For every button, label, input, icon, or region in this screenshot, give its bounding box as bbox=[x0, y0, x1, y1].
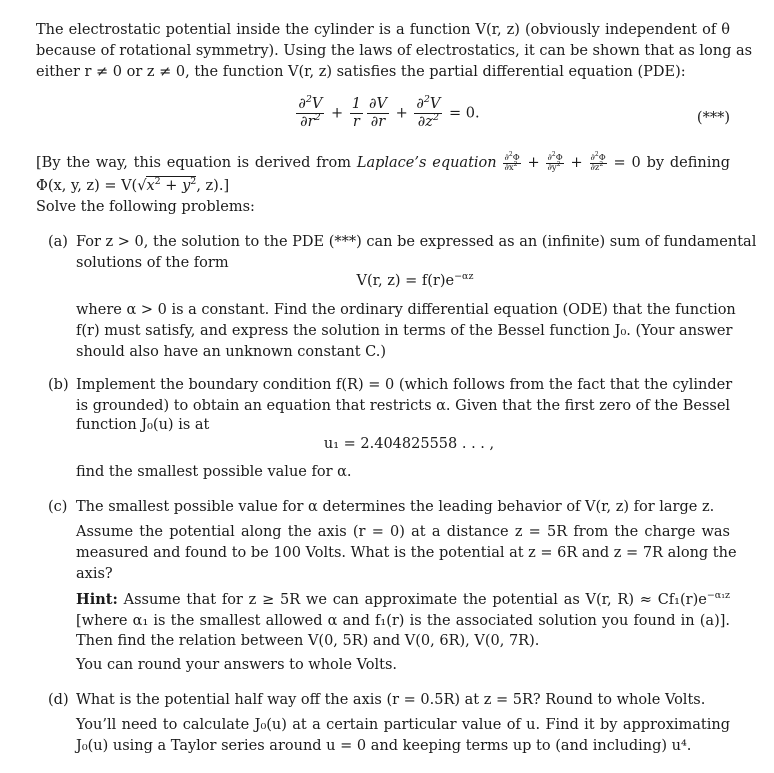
part-b-equation: u₁ = 2.404825558 . . . , bbox=[323, 436, 495, 452]
laplace-note-line: [By the way, this equation is derived from Laplace’s equation $\frac{\partial^2\Phi}{\partial x^2}$ + $\frac{\partial^2\Phi}{\partial y^2}$ + $\frac{\partial^2\Phi}{\partial z^2}$ = 0 by defining bbox=[36, 150, 731, 173]
part-c-line-2: Assume the potential along the axis (r = 0) at a distance z = 5R from the charge was bbox=[76, 524, 730, 540]
hint-label: Hint: bbox=[76, 591, 118, 608]
pde-equation: $\frac{\partial^2V}{\partial r^2}$ + $\frac{1}{r}$ $\frac{\partial V}{\partial r}$ + $\frac{\partial^2V}{\partial z^2}$ = 0. bbox=[298, 94, 480, 130]
part-a-equation: V(r, $z) = f(r)e^{-\alpha z}$ bbox=[356, 271, 474, 289]
part-b-line-3: function J₀(u) is at bbox=[76, 417, 210, 433]
part-c-line-4: axis? bbox=[76, 566, 113, 582]
part-d-line-3: J₀(u) using a Taylor series around u = 0 and keeping terms up to (and including) u⁴. bbox=[76, 738, 692, 754]
equation-tag: (***) bbox=[696, 110, 730, 126]
part-a-line-3: where α > 0 is a constant. Find the ordinary differential equation (ODE) that the function bbox=[76, 302, 736, 318]
part-c-hint-line-1: Hint: Assume that for z ≥ 5R we can approximate the potential as V(r, $R) \approx Cf_1(r)e^{-\alpha_1z}$ bbox=[76, 590, 731, 608]
part-a-line-5: should also have an unknown constant C.) bbox=[76, 344, 387, 360]
part-c-line-1: The smallest possible value for α determines the leading behavior of V(r, z) for large z. bbox=[76, 499, 715, 515]
phi-definition-line: Φ(x, y, $z) = V(√x^2 + y^2$, z).] bbox=[36, 176, 230, 194]
part-a-label: (a) bbox=[48, 234, 68, 250]
part-b-line-2: is grounded) to obtain an equation that restricts α. Given that the first zero of the Bessel bbox=[76, 398, 731, 414]
laplace-term: Laplace’s equation bbox=[356, 155, 497, 171]
part-c-rounding-note: You can round your answers to whole Volts. bbox=[76, 657, 397, 673]
intro-line-1: The electrostatic potential inside the cylinder is a function V(r, z) (obviously independent of θ bbox=[36, 22, 730, 38]
part-d-line-1: What is the potential half way off the axis (r = 0.5R) at z = 5R? Round to whole Volts. bbox=[76, 692, 706, 708]
part-c-hint-line-3: Then find the relation between V(0, 5R) and V(0, 6R), V(0, 7R). bbox=[76, 633, 540, 649]
part-d-line-2: You’ll need to calculate J₀(u) at a certain particular value of u. Find it by approximating bbox=[76, 717, 730, 733]
part-b-line-1: Implement the boundary condition f(R) = 0 (which follows from the fact that the cylinder bbox=[76, 377, 733, 393]
part-a-line-2: solutions of the form bbox=[76, 255, 229, 271]
part-b-line-4: find the smallest possible value for α. bbox=[76, 464, 352, 480]
part-c-label: (c) bbox=[48, 499, 68, 515]
part-d-label: (d) bbox=[48, 692, 69, 708]
solve-instruction: Solve the following problems: bbox=[36, 199, 255, 215]
part-c-line-3: measured and found to be 100 Volts. What is the potential at z = 6R and z = 7R along the bbox=[76, 545, 737, 561]
part-a-line-1: For z > 0, the solution to the PDE (***) can be expressed as an (infinite) sum of fundamental bbox=[76, 234, 757, 250]
part-c-hint-line-2: [where α₁ is the smallest allowed α and f₁(r) is the associated solution you found in (a)]. bbox=[76, 613, 730, 629]
part-b-label: (b) bbox=[48, 377, 69, 393]
part-a-line-4: f(r) must satisfy, and express the solution in terms of the Bessel function J₀. (Your answer bbox=[76, 323, 733, 339]
intro-line-2: because of rotational symmetry). Using the laws of electrostatics, it can be shown that as long as bbox=[36, 43, 753, 59]
intro-line-3: either r ≠ 0 or z ≠ 0, the function V(r, z) satisfies the partial differential equation (PDE): bbox=[36, 64, 686, 80]
